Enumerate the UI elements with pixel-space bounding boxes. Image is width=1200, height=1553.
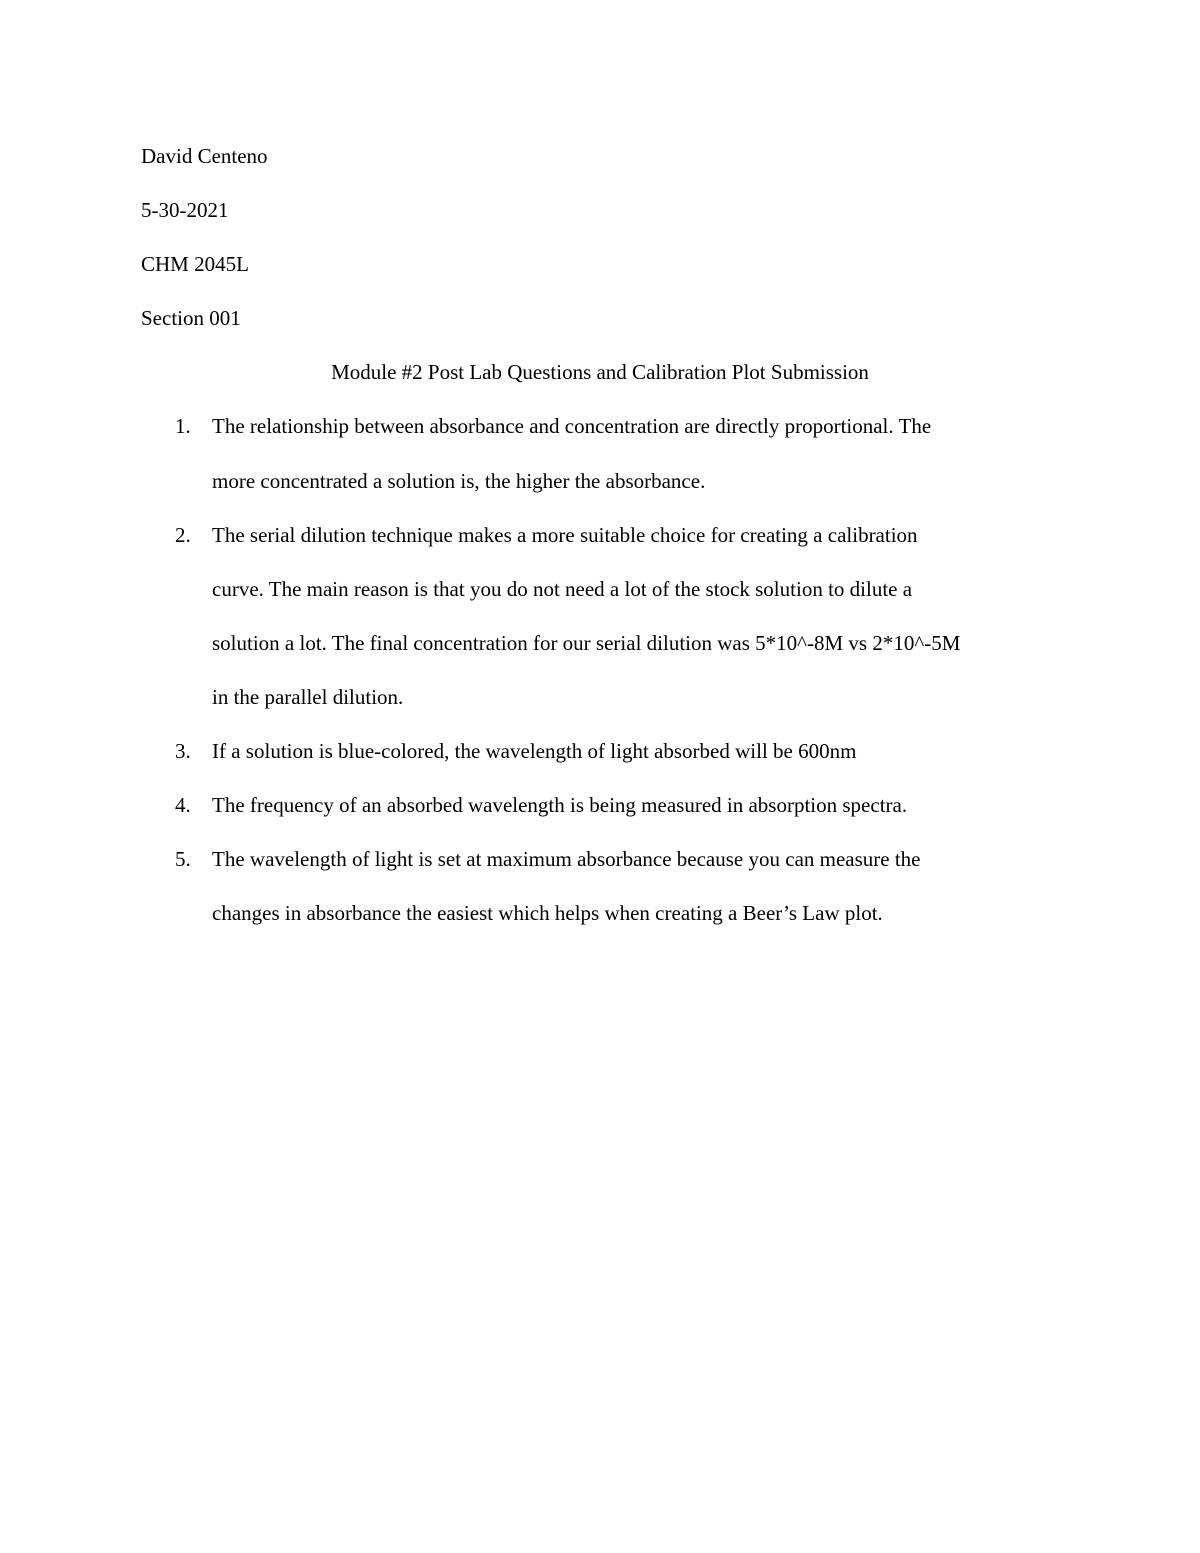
list-item-text: The frequency of an absorbed wavelength is being measured in absorption spectra. xyxy=(212,793,908,817)
course-code: CHM 2045L xyxy=(141,252,249,276)
list-item-text: The wavelength of light is set at maximum absorbance because you can measure the xyxy=(212,847,921,871)
list-item-number: 1. xyxy=(175,414,191,438)
list-item-number: 5. xyxy=(175,847,191,871)
list-item-text: The relationship between absorbance and concentration are directly proportional. The xyxy=(212,414,932,438)
list-item-text: changes in absorbance the easiest which helps when creating a Beer’s Law plot. xyxy=(212,901,883,925)
list-item-text: If a solution is blue-colored, the wavelength of light absorbed will be 600nm xyxy=(212,739,857,763)
document-date: 5-30-2021 xyxy=(141,198,229,222)
list-item-text: The serial dilution technique makes a more suitable choice for creating a calibration xyxy=(212,523,918,547)
list-item-text: curve. The main reason is that you do not need a lot of the stock solution to dilute a xyxy=(212,577,913,601)
list-item-text: solution a lot. The final concentration for our serial dilution was 5*10^-8M vs 2*10^-5M xyxy=(212,631,961,655)
list-item-text: more concentrated a solution is, the higher the absorbance. xyxy=(212,469,706,493)
list-item-number: 3. xyxy=(175,739,191,763)
document-title: Module #2 Post Lab Questions and Calibration Plot Submission xyxy=(331,360,869,384)
course-section: Section 001 xyxy=(141,306,241,330)
list-item-number: 2. xyxy=(175,523,191,547)
author-name: David Centeno xyxy=(141,144,268,168)
list-item-text: in the parallel dilution. xyxy=(212,685,404,709)
list-item-number: 4. xyxy=(175,793,191,817)
